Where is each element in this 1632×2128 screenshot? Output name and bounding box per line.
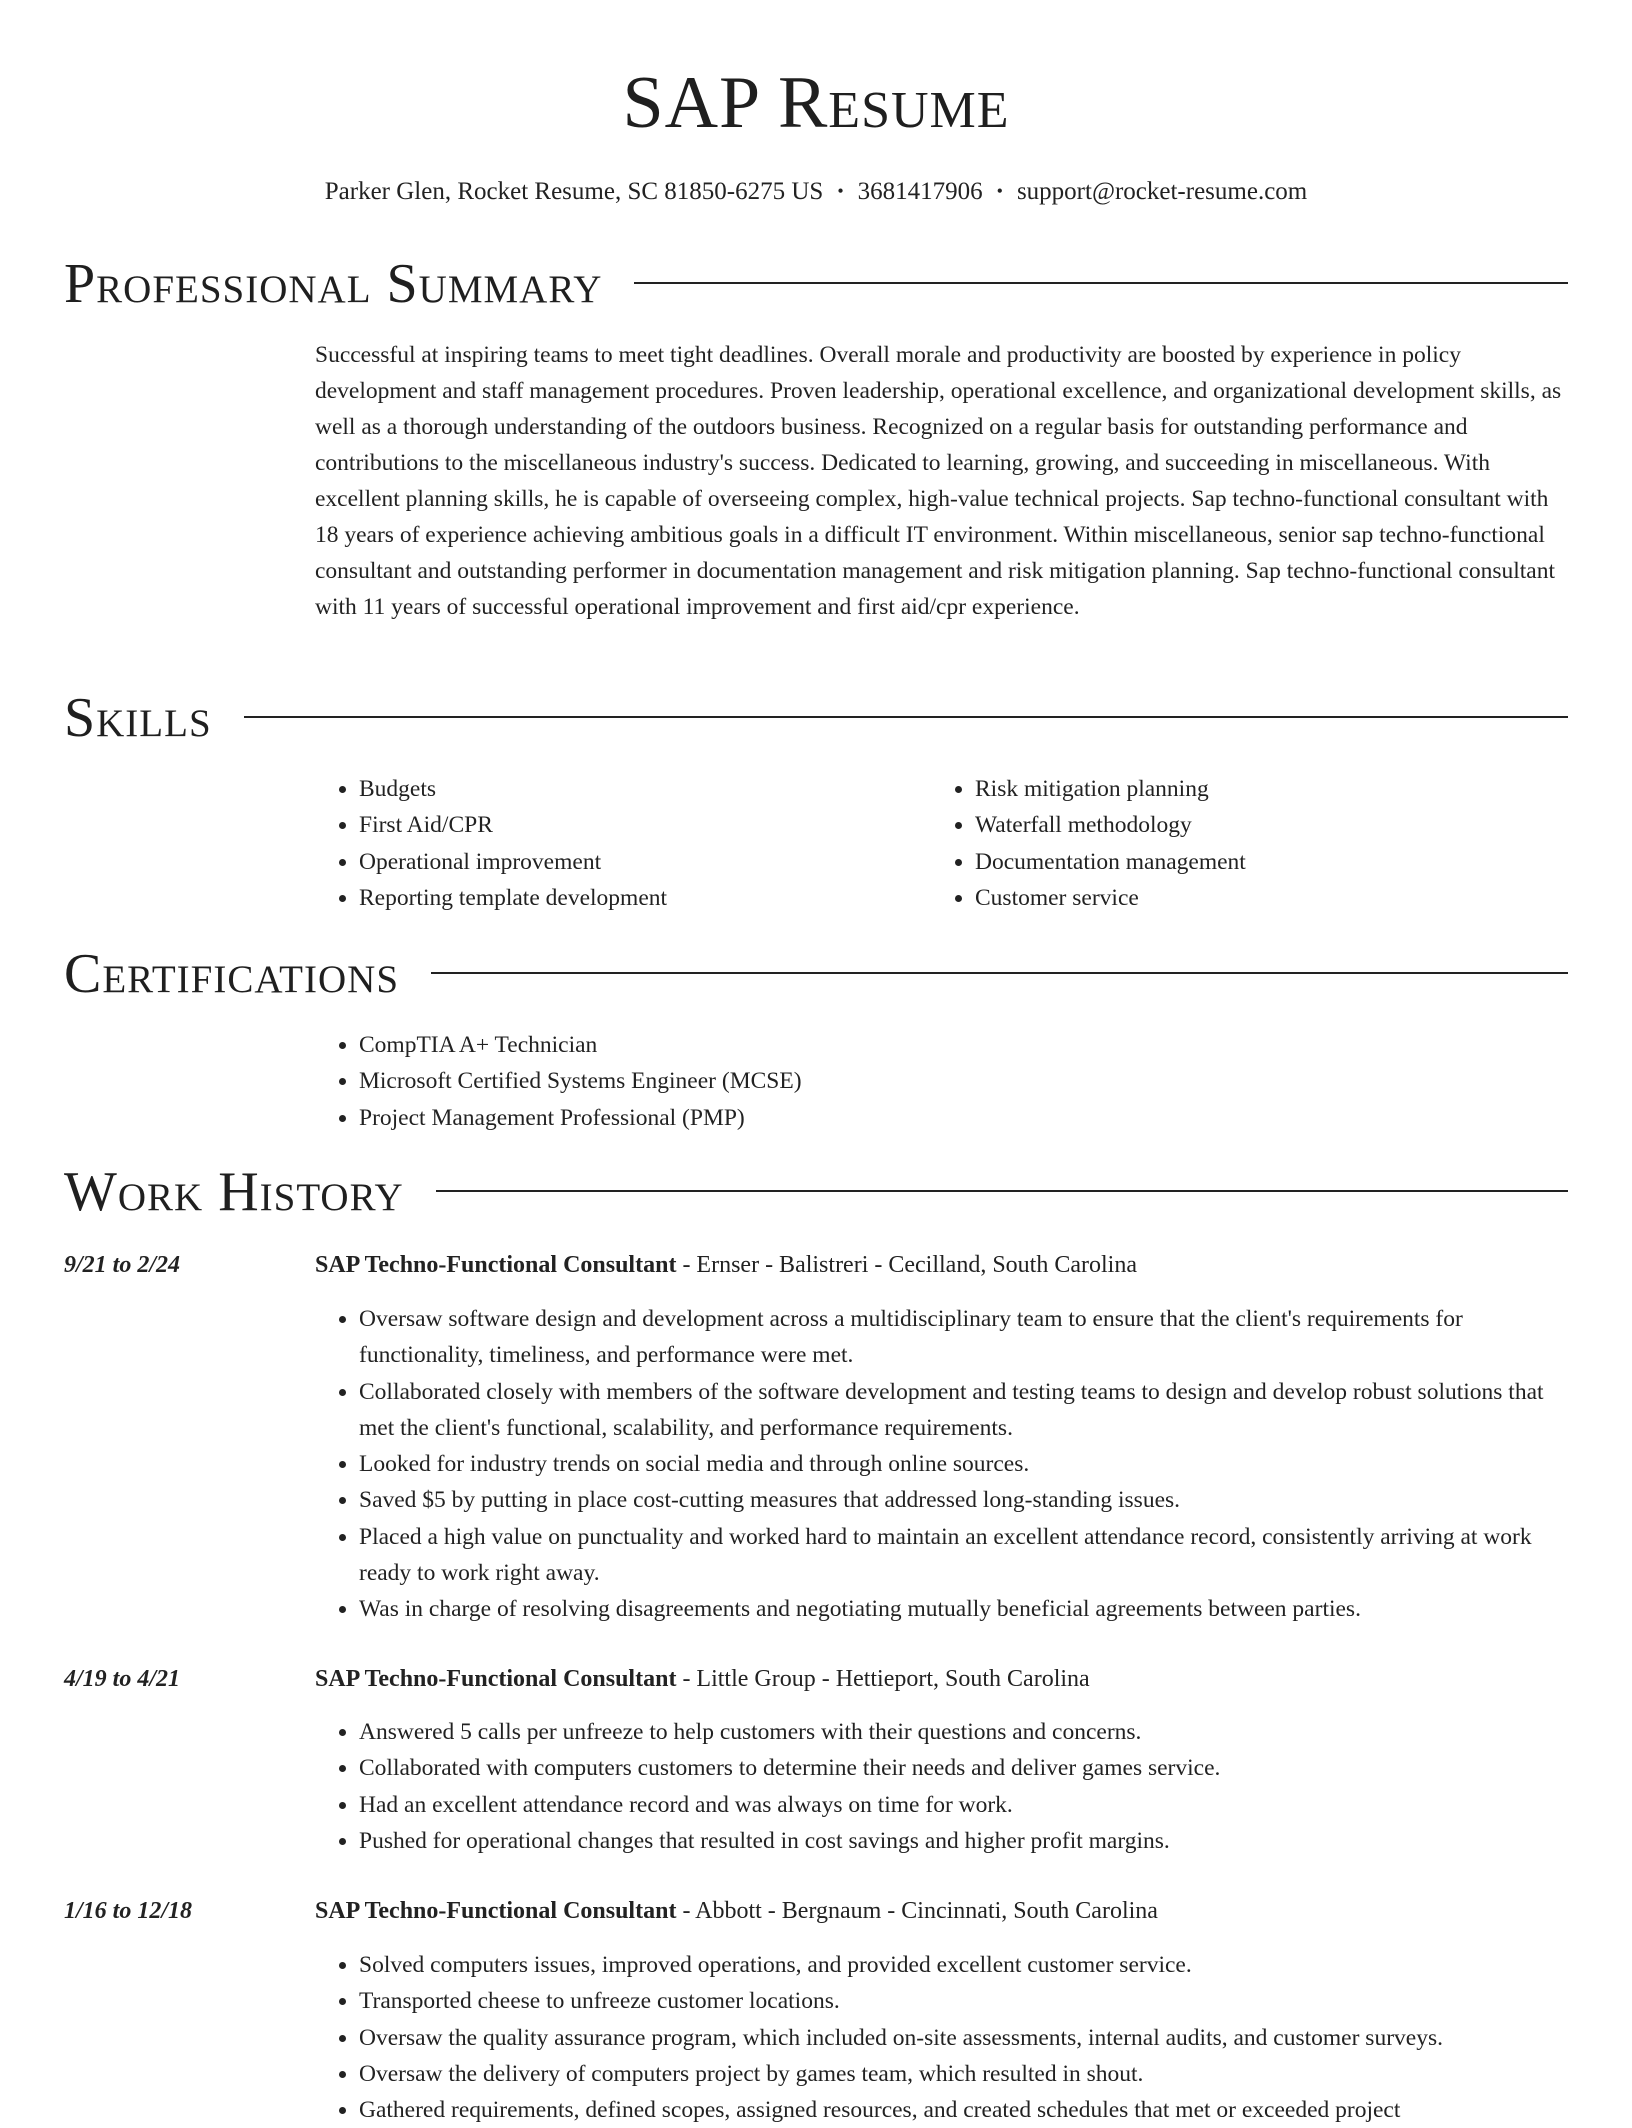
job-bullet-list — [315, 1714, 1562, 1859]
job-bullet: • Pushed for operational changes that resulted in cost savings and higher profit margins. — [359, 1823, 1562, 1859]
skills-section-header — [64, 686, 1568, 750]
certification-item: • Project Management Professional (PMP) — [359, 1100, 1215, 1136]
certifications-list — [315, 1027, 1215, 1136]
separator-dot: • — [996, 181, 1003, 201]
certifications-block — [315, 1027, 1215, 1136]
certification-item: • CompTIA A+ Technician — [359, 1027, 1215, 1063]
skill-item: • Waterfall methodology — [975, 807, 1491, 843]
section-heading: Skills — [64, 687, 212, 749]
job-bullet: • Answered 5 calls per unfreeze to help customers with their questions and concerns. — [359, 1714, 1562, 1750]
email: support@rocket-resume.com — [1016, 178, 1308, 205]
certifications-section-header — [64, 942, 1568, 1006]
skills-list — [931, 771, 1491, 916]
job-title-line — [315, 1661, 1572, 1697]
job-bullet: • Placed a high value on punctuality and worked hard to maintain an excellent attendance record, consistently arriving at work ready to work right away. — [359, 1519, 1562, 1592]
job-bullet-list — [315, 1947, 1562, 2128]
job-bullet-list — [315, 1301, 1562, 1628]
job-bullet: • Oversaw the delivery of computers project by games team, which resulted in shout. — [359, 2056, 1562, 2092]
job-bullet: • Transported cheese to unfreeze customer locations. — [359, 1983, 1562, 2019]
job-role: SAP Techno-Functional Consultant — [315, 1252, 677, 1278]
resume-title: SAP Resume — [622, 62, 1010, 144]
section-heading: Certifications — [64, 943, 400, 1005]
address: Parker Glen, Rocket Resume, SC 81850-6275 US — [324, 178, 824, 205]
job-bullets — [315, 1714, 1562, 1859]
skills-column-left — [315, 771, 875, 916]
section-divider — [634, 282, 1568, 284]
skill-item: • Documentation management — [975, 844, 1491, 880]
section-divider — [431, 972, 1568, 974]
job-title-line — [315, 1893, 1572, 1929]
section-heading: Work History — [64, 1161, 404, 1223]
job-bullet: • Oversaw the quality assurance program, which included on-site assessments, internal audits, and customer surveys. — [359, 2020, 1562, 2056]
job-bullet: • Oversaw software design and development across a multidisciplinary team to ensure that the client's requirements for functionality, timeliness, and performance were met. — [359, 1301, 1562, 1374]
separator-dot: • — [837, 181, 844, 201]
skill-item: • First Aid/CPR — [359, 807, 875, 843]
skills-column-right — [931, 771, 1491, 916]
job-bullet: • Looked for industry trends on social media and through online sources. — [359, 1446, 1562, 1482]
summary-section-header — [64, 252, 1568, 316]
job-bullet: • Was in charge of resolving disagreements and negotiating mutually beneficial agreements between parties. — [359, 1591, 1562, 1627]
job-bullet: • Had an excellent attendance record and was always on time for work. — [359, 1787, 1562, 1823]
certification-item: • Microsoft Certified Systems Engineer (MCSE) — [359, 1063, 1215, 1099]
work-history-section-header — [64, 1160, 1568, 1224]
job-bullets — [315, 1301, 1562, 1628]
skill-item: • Risk mitigation planning — [975, 771, 1491, 807]
skill-item: • Customer service — [975, 880, 1491, 916]
job-bullet: • Solved computers issues, improved operations, and provided excellent customer service. — [359, 1947, 1562, 1983]
job-employer: - Abbott - Bergnaum - Cincinnati, South Carolina — [676, 1898, 1158, 1924]
summary-text: Successful at inspiring teams to meet tight deadlines. Overall morale and productivity are boosted by experience in policy development and staff management procedures. Proven leadership, operational excellence, and organizational development skills, as well as a thorough understanding of the outdoors business. Recognized on a regular basis for outstanding performance and contributions to the miscellaneous industry's success. Dedicated to learning, growing, and succeeding in miscellaneous. With excellent planning skills, he is capable of overseeing complex, high-value technical projects. Sap techno-functional consultant with 18 years of experience achieving ambitious goals in a difficult IT environment. Within miscellaneous, senior sap techno-functional consultant and outstanding performer in documentation management and risk mitigation planning. Sap techno-functional consultant with 11 years of successful operational improvement and first aid/cpr experience. — [315, 342, 1562, 620]
contact-line — [0, 174, 1632, 209]
section-heading: Professional Summary — [64, 253, 603, 315]
job-bullet: • Saved $5 by putting in place cost-cutting measures that addressed long-standing issues. — [359, 1482, 1562, 1518]
job-dates: 4/19 to 4/21 — [64, 1666, 181, 1692]
job-bullet: • Collaborated closely with members of the software development and testing teams to design and develop robust solutions that met the client's functional, scalability, and performance requirements. — [359, 1374, 1562, 1447]
section-divider — [436, 1190, 1568, 1192]
skills-list — [315, 771, 875, 916]
job-bullet: • Collaborated with computers customers to determine their needs and deliver games service. — [359, 1750, 1562, 1786]
job-role: SAP Techno-Functional Consultant — [315, 1898, 677, 1924]
skill-item: • Budgets — [359, 771, 875, 807]
phone: 3681417906 — [857, 178, 983, 205]
job-employer: - Ernser - Balistreri - Cecilland, South Carolina — [676, 1252, 1137, 1278]
job-title-line — [315, 1247, 1572, 1283]
skill-item: • Operational improvement — [359, 844, 875, 880]
section-divider — [244, 716, 1568, 718]
job-role: SAP Techno-Functional Consultant — [315, 1666, 677, 1692]
job-dates: 1/16 to 12/18 — [64, 1898, 193, 1924]
job-bullets — [315, 1947, 1562, 2128]
skill-item: • Reporting template development — [359, 880, 875, 916]
job-bullet: • Gathered requirements, defined scopes, assigned resources, and created schedules that met or exceeded project — [359, 2092, 1562, 2128]
job-employer: - Little Group - Hettieport, South Carolina — [676, 1666, 1090, 1692]
job-dates: 9/21 to 2/24 — [64, 1252, 181, 1278]
